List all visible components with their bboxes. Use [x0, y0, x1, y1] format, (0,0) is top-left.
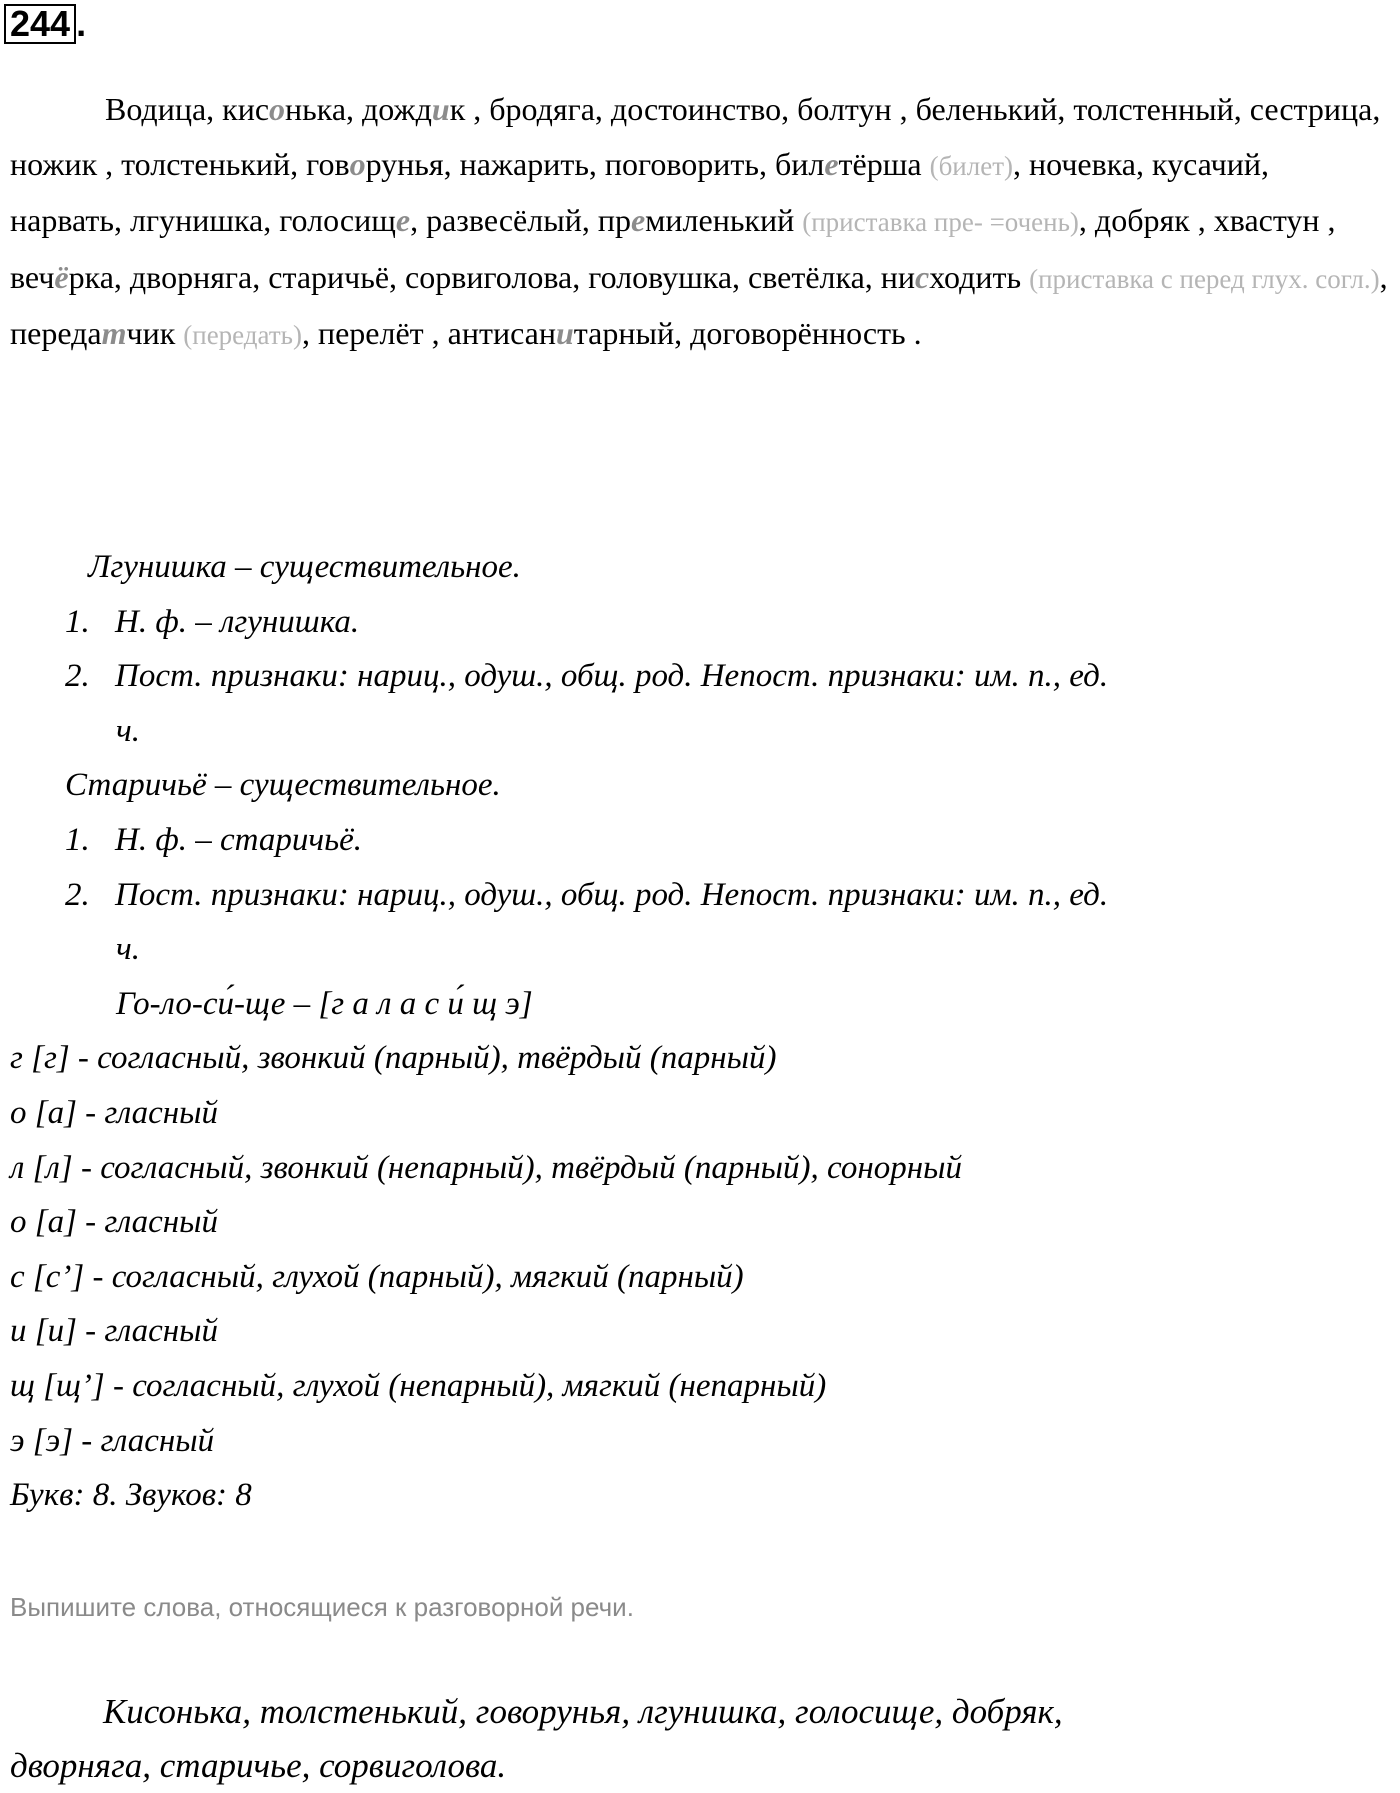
word-text: перелёт: [317, 315, 424, 352]
word-sep: ,: [891, 91, 916, 127]
word-text: головушка: [588, 258, 733, 295]
exercise-number-box: 244: [4, 4, 76, 44]
highlighted-letter: е: [824, 145, 839, 182]
exercise-number-dot: .: [76, 3, 87, 44]
exercise-number: [4, 4, 86, 44]
word-text: Водица: [105, 91, 207, 127]
highlighted-letter: е: [630, 202, 646, 239]
word-text: толстенный: [1073, 91, 1234, 127]
item-text: Пост. признаки: нариц., одуш., общ. род. Непост. признаки: им. п., ед.: [115, 658, 1109, 695]
highlighted-letter: е: [395, 202, 411, 239]
sound-line: э [э] - гласный: [10, 1422, 215, 1459]
word-text: переда: [10, 315, 102, 352]
answer: [10, 1685, 1063, 1793]
highlighted-letter: и: [431, 91, 450, 127]
word-text: толстенький: [121, 145, 291, 182]
word-note: (приставка пре- =очень): [802, 207, 1079, 238]
highlighted-letter: т: [101, 315, 127, 352]
word-text: голосищ: [279, 202, 396, 239]
item-number: 2.: [65, 876, 90, 913]
word-sep: ,: [572, 258, 589, 295]
item-continuation: ч.: [116, 712, 140, 749]
word-text: нажарить: [459, 145, 589, 182]
word-sep: ,: [290, 145, 307, 182]
answer-line: дворняга, старичье, сорвиголова.: [10, 1746, 507, 1785]
highlighted-letter: ё: [54, 258, 69, 295]
analysis-heading: Лгунишка – существительное.: [88, 549, 521, 585]
word-text: миленький: [645, 202, 795, 239]
word-text: лгунишка: [129, 202, 264, 239]
item-number: 1.: [65, 821, 90, 858]
word-sep: ,: [1078, 202, 1095, 239]
word-note: (билет): [929, 150, 1014, 181]
word-text: пр: [597, 202, 631, 239]
word-text: кис: [222, 91, 270, 127]
word-sep: .: [905, 315, 922, 352]
highlighted-letter: с: [915, 258, 930, 295]
word-text: бил: [774, 145, 825, 182]
item-continuation: ч.: [116, 931, 140, 968]
item-number: 2.: [65, 658, 90, 695]
word-sep: ,: [1260, 145, 1269, 182]
word-text: поговорить: [604, 145, 759, 182]
word-sep: ,: [389, 258, 406, 295]
word-text: нька: [285, 91, 347, 127]
word-sep: ,: [252, 258, 269, 295]
word-sep: ,: [781, 91, 798, 127]
word-text: дожд: [362, 91, 432, 127]
word-sep: ,: [301, 315, 318, 352]
word-text: антисан: [447, 315, 556, 352]
analysis-heading: Старичьё – существительное.: [65, 767, 501, 804]
word-text: тарный: [573, 315, 675, 352]
word-sep: ,: [1013, 145, 1030, 182]
item-number: 1.: [65, 603, 90, 640]
word-sep: ,: [864, 258, 881, 295]
word-text: чик: [126, 315, 176, 352]
analysis-item: [10, 649, 1108, 704]
answer-line: Кисонька, толстенький, говорунья, лгунишка, голосище, добряк,: [103, 1692, 1063, 1731]
word-sep: [922, 146, 930, 182]
word-text: развесёлый: [426, 202, 582, 239]
word-sep: ,: [1233, 91, 1250, 127]
word-text: договорённость: [690, 315, 906, 352]
highlighted-letter: о: [269, 91, 286, 127]
sound-line: г [г] - согласный, звонкий (парный), твёрдый (парный): [10, 1040, 777, 1077]
item-text: Н. ф. – лгунишка.: [115, 603, 360, 640]
word-sep: ,: [594, 91, 611, 127]
word-sep: ,: [1379, 258, 1388, 295]
sound-line: с [с’] - согласный, глухой (парный), мягкий (парный): [10, 1258, 744, 1295]
word-sep: ,: [113, 202, 130, 239]
word-sep: ,: [423, 315, 440, 352]
word-text: рунья: [365, 145, 444, 182]
word-sep: ,: [588, 145, 597, 182]
word-sep: ,: [581, 202, 598, 239]
highlighted-letter: о: [349, 145, 366, 182]
item-text: Н. ф. – старичьё.: [115, 821, 363, 858]
word-text: ходить: [929, 258, 1022, 295]
analysis-item: [10, 813, 1108, 868]
word-text: веч: [10, 258, 55, 295]
sound-line: щ [щ’] - согласный, глухой (непарный), мягкий (непарный): [10, 1367, 827, 1404]
analysis-item: [10, 868, 1108, 923]
word-text: сорвиголова: [405, 258, 573, 295]
task-prompt: Выпишите слова, относящиеся к разговорной речи.: [10, 1592, 634, 1622]
sound-line: и [и] - гласный: [10, 1313, 219, 1350]
word-text: светёлка: [748, 258, 865, 295]
word-sep: ,: [732, 258, 749, 295]
word-sep: ,: [758, 145, 775, 182]
word-text: ни: [880, 258, 916, 295]
word-sep: ,: [1057, 91, 1066, 127]
word-text: ночевка: [1029, 145, 1136, 182]
word-text: тёрша: [838, 145, 922, 182]
word-sep: ,: [1189, 202, 1214, 239]
word-text: достоинство: [610, 91, 782, 127]
word-sep: ,: [674, 315, 691, 352]
word-text: беленький: [915, 91, 1058, 127]
item-text: Пост. признаки: нариц., одуш., общ. род. Непост. признаки: им. п., ед.: [115, 876, 1109, 913]
word-text: дворняга: [129, 258, 253, 295]
letter-sound-summary: Букв: 8. Звуков: 8: [10, 1477, 252, 1514]
word-text: гов: [306, 145, 350, 182]
word-note: (приставка с перед глух. согл.): [1029, 263, 1380, 294]
word-note: (передать): [183, 320, 302, 351]
word-sep: ,: [443, 145, 460, 182]
word-text: сестрица: [1249, 91, 1373, 127]
analysis-item: [10, 595, 1108, 650]
word-sep: ,: [465, 91, 490, 127]
sound-line: о [а] - гласный: [10, 1204, 219, 1241]
word-text: хвастун: [1213, 202, 1320, 239]
word-text: болтун: [797, 91, 892, 127]
word-sep: ,: [1372, 91, 1381, 127]
word-text: кусачий: [1151, 145, 1261, 182]
word-text: старичьё: [268, 258, 390, 295]
word-sep: ,: [1135, 145, 1152, 182]
word-sep: ,: [263, 202, 272, 239]
highlighted-letter: и: [555, 315, 574, 352]
word-sep: ,: [206, 91, 223, 127]
word-text: ножик: [10, 145, 98, 182]
word-text: добряк: [1094, 202, 1190, 239]
word-sep: ,: [346, 91, 363, 127]
word-text: рка: [68, 258, 114, 295]
word-analysis: [10, 540, 1108, 1523]
word-sep: ,: [97, 145, 122, 182]
phonetic-title: Го-ло-си́-ще – [г а л а с и́ щ э]: [116, 985, 533, 1022]
word-text: бродяга: [489, 91, 595, 127]
sound-line: о [а] - гласный: [10, 1094, 219, 1131]
word-sep: ,: [410, 202, 427, 239]
word-sep: ,: [1327, 202, 1336, 239]
word-list: [10, 82, 1388, 363]
word-text: к: [449, 91, 466, 127]
word-text: нарвать: [10, 202, 114, 239]
word-sep: ,: [113, 258, 130, 295]
sound-line: л [л] - согласный, звонкий (непарный), твёрдый (парный), сонорный: [10, 1149, 962, 1186]
